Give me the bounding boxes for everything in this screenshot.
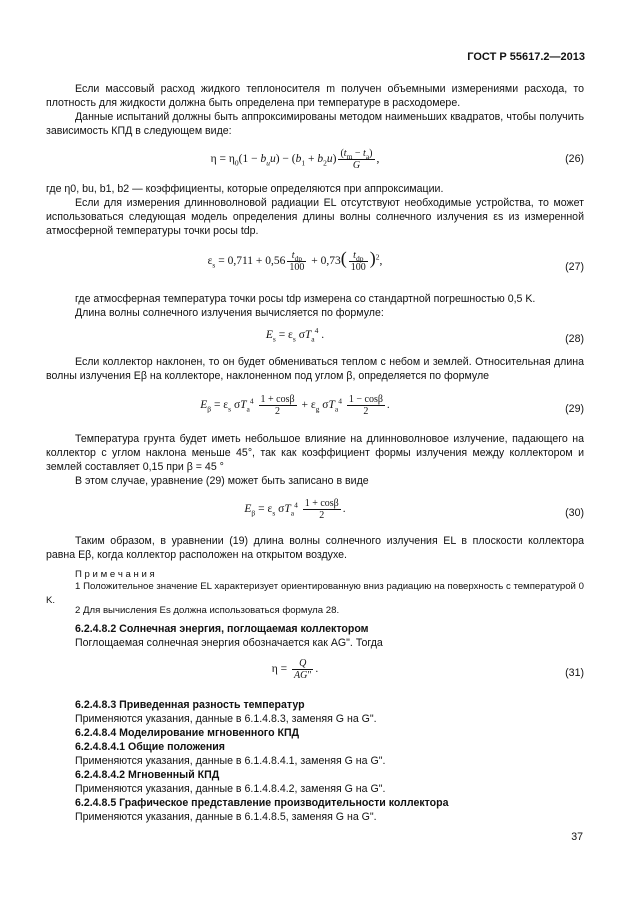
paragraph-conclusion: Таким образом, в уравнении (19) длина волны солнечного излучения EL в плоскости коллектора равна Eβ, когда коллектор расположен на открытом воздухе. [46,535,584,561]
equation-number: (26) [565,153,584,165]
equation-number: (28) [565,333,584,345]
equation-29: $E_\beta = \varepsilon_s$ $\sigma T_a^4$ $\frac{1 + \cos\beta}{2}$ + $\varepsilon_g$ $\sigma T_a^4$ $\frac{1 - \cos\beta}{2}$ . (29) [200,394,584,417]
paragraph-longwave: Если для измерения длинноволновой радиации EL отсутствуют необходимые устройства, то может использоваться следующая модель определения длины волны солнечного излучения εs из измеренной атмосферной температуры точки росы tdp. [46,197,584,237]
paragraph-dewpoint: где атмосферная температура точки росы tdp измерена со стандартной погрешностью 0,5 K. [75,293,536,305]
equation-26: $\eta = \eta_0(1 - b_uu) - (b_1 + b_2u)$ $\frac{(t_m - t_a)}{G}$ , (26) [210,148,584,171]
section-text-6-2-4-8-3: Применяются указания, данные в 6.1.4.8.3, заменяя G на G". [75,713,377,725]
equation-number: (27) [565,261,584,273]
section-heading-6-2-4-8-5: 6.2.4.8.5 Графическое представление производительности коллектора [75,797,449,809]
section-heading-6-2-4-8-3: 6.2.4.8.3 Приведенная разность температур [75,699,305,711]
paragraph-ground: Температура грунта будет иметь небольшое влияние на длинноволновое излучение, падающего на коллектор с углом наклона меньше 45°, так как коэффициент формы излучения между коллектором и землей составляет 0,15 при β = 45 ° [46,433,584,473]
section-text-6-2-4-8-2: Поглощаемая солнечная энергия обозначается как AG". Тогда [75,637,383,649]
section-heading-6-2-4-8-2: 6.2.4.8.2 Солнечная энергия, поглощаемая коллектором [75,623,369,635]
paragraph-case: В этом случае, уравнение (29) может быть записано в виде [75,475,369,487]
paragraph-least-squares: Данные испытаний должны быть аппроксимированы методом наименьших квадратов, чтобы получить зависимость КПД в следующем виде: [46,111,584,137]
equation-30: $E_\beta = \varepsilon_s$ $\sigma T_a^4$ $\frac{1 + \cos\beta}{2}$ . (30) [244,498,584,521]
paragraph-tilted: Если коллектор наклонен, то он будет обмениваться теплом с небом и землей. Относительная длина волны излучения Eβ на коллекторе, наклоненном под углом β, определяется по формуле [46,356,584,382]
document-header: ГОСТ Р 55617.2—2013 [467,51,585,63]
equation-number: (30) [565,507,584,519]
section-text-6-2-4-8-5: Применяются указания, данные в 6.1.4.8.5, заменяя G на G". [75,811,377,823]
paragraph-formula-intro: Длина волны солнечного излучения вычисляется по формуле: [75,307,384,319]
section-text-6-2-4-8-4-1: Применяются указания, данные в 6.1.4.8.4.1, заменяя G на G". [75,755,386,767]
equation-31: η = $\frac{Q}{AG"}$ . (31) [271,658,584,681]
section-heading-6-2-4-8-4-2: 6.2.4.8.4.2 Мгновенный КПД [75,769,220,781]
notes-title: П р и м е ч а н и я [75,569,155,580]
equation-28: $E_s = \varepsilon_s$ $\sigma T_a^4$ . (28) [265,326,584,345]
section-text-6-2-4-8-4-2: Применяются указания, данные в 6.1.4.8.4.2, заменяя G на G". [75,783,386,795]
page-number: 37 [571,831,583,843]
section-heading-6-2-4-8-4-1: 6.2.4.8.4.1 Общие положения [75,741,225,753]
paragraph-coefficients: где η0, bu, b1, b2 — коэффициенты, которые определяются при аппроксимации. [46,183,444,195]
section-heading-6-2-4-8-4: 6.2.4.8.4 Моделирование мгновенного КПД [75,727,300,739]
note-1: 1 Положительное значение EL характеризует ориентированную вниз радиацию на поверхность с температурой 0 K. [46,581,584,606]
equation-number: (31) [565,667,584,679]
equation-27: $\varepsilon_s = 0,711 + 0,56$ $\frac{t_{dp}}{100}$ + 0,73( $\frac{t_{dp}}{100}$ )$^2$, (27) [207,248,584,273]
equation-number: (29) [565,403,584,415]
note-2: 2 Для вычисления Es должна использоваться формула 28. [75,605,340,616]
paragraph-mass-flow: Если массовый расход жидкого теплоносителя m получен объемными измерениями расхода, то плотность для жидкости должна быть определена при температуре в расходомере. [46,83,584,109]
